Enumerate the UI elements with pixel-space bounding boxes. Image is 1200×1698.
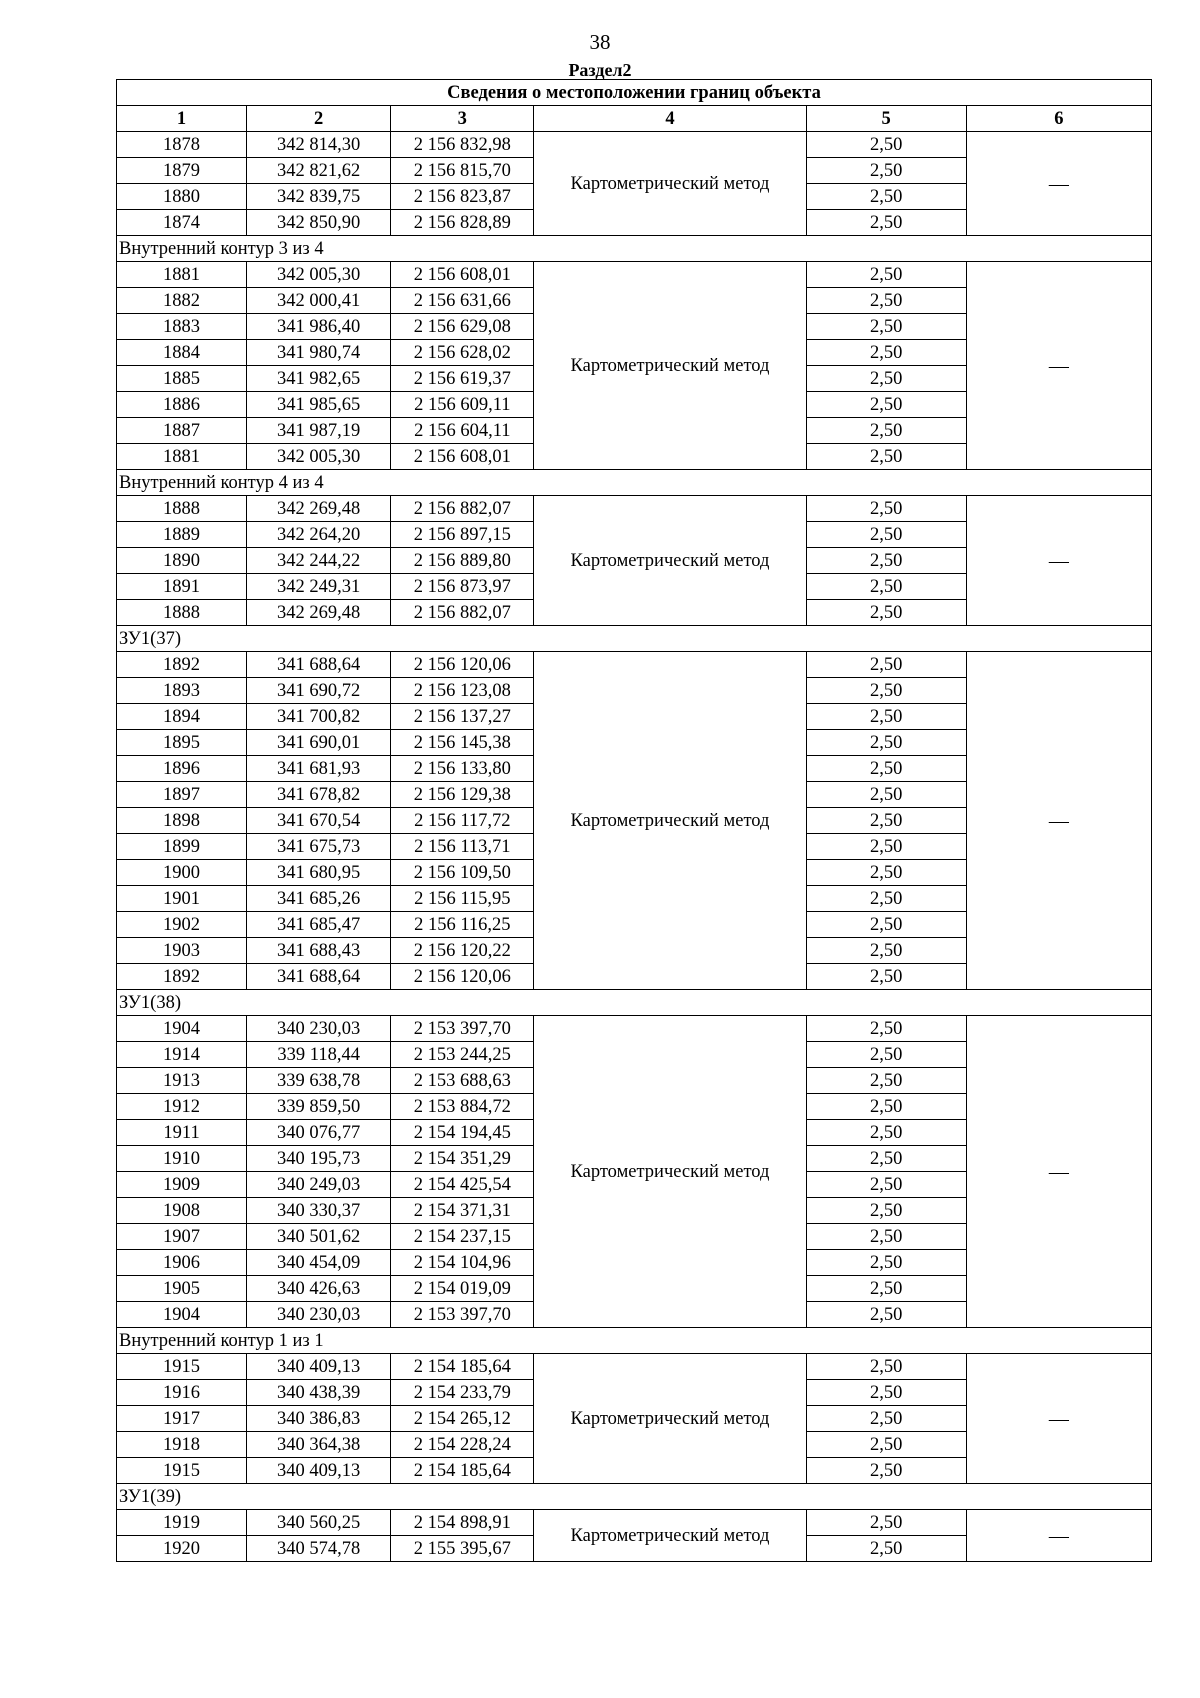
point-number-cell: 1895 — [117, 730, 247, 756]
precision-cell: 2,50 — [806, 886, 966, 912]
point-number-cell: 1903 — [117, 938, 247, 964]
table-row — [117, 1354, 1152, 1380]
column-6-dash-cell: — — [966, 652, 1151, 990]
coordinate-y-cell: 2 156 882,07 — [391, 600, 534, 626]
point-number-cell: 1914 — [117, 1042, 247, 1068]
precision-cell: 2,50 — [806, 418, 966, 444]
table-row — [117, 1510, 1152, 1536]
coordinate-y-cell: 2 156 120,06 — [391, 964, 534, 990]
coordinate-x-cell: 341 675,73 — [247, 834, 391, 860]
coordinate-x-cell: 342 244,22 — [247, 548, 391, 574]
precision-cell: 2,50 — [806, 1458, 966, 1484]
column-number: 4 — [534, 106, 806, 132]
coordinate-y-cell: 2 156 115,95 — [391, 886, 534, 912]
coordinate-x-cell: 340 438,39 — [247, 1380, 391, 1406]
coordinate-y-cell: 2 154 371,31 — [391, 1198, 534, 1224]
coordinate-y-cell: 2 153 397,70 — [391, 1016, 534, 1042]
coordinate-y-cell: 2 156 608,01 — [391, 262, 534, 288]
contour-group-row — [117, 990, 1152, 1016]
precision-cell: 2,50 — [806, 808, 966, 834]
coordinate-y-cell: 2 156 145,38 — [391, 730, 534, 756]
precision-cell: 2,50 — [806, 1250, 966, 1276]
method-cell: Картометрический метод — [534, 652, 806, 990]
precision-cell: 2,50 — [806, 1510, 966, 1536]
coordinate-y-cell: 2 153 688,63 — [391, 1068, 534, 1094]
point-number-cell: 1917 — [117, 1406, 247, 1432]
point-number-cell: 1888 — [117, 496, 247, 522]
contour-group-label: Внутренний контур 4 из 4 — [117, 470, 1152, 496]
coordinate-x-cell: 341 982,65 — [247, 366, 391, 392]
table-row — [117, 132, 1152, 158]
coordinate-y-cell: 2 156 608,01 — [391, 444, 534, 470]
precision-cell: 2,50 — [806, 1302, 966, 1328]
contour-group-label: ЗУ1(39) — [117, 1484, 1152, 1510]
precision-cell: 2,50 — [806, 1536, 966, 1562]
coordinate-y-cell: 2 156 109,50 — [391, 860, 534, 886]
point-number-cell: 1904 — [117, 1016, 247, 1042]
coordinate-y-cell: 2 156 133,80 — [391, 756, 534, 782]
column-6-dash-cell: — — [966, 1510, 1151, 1562]
point-number-cell: 1915 — [117, 1458, 247, 1484]
precision-cell: 2,50 — [806, 1198, 966, 1224]
point-number-cell: 1886 — [117, 392, 247, 418]
column-number: 6 — [966, 106, 1151, 132]
precision-cell: 2,50 — [806, 496, 966, 522]
precision-cell: 2,50 — [806, 210, 966, 236]
coordinates-table — [116, 79, 1152, 1562]
contour-group-label: ЗУ1(37) — [117, 626, 1152, 652]
point-number-cell: 1893 — [117, 678, 247, 704]
coordinate-x-cell: 341 690,01 — [247, 730, 391, 756]
coordinate-y-cell: 2 156 889,80 — [391, 548, 534, 574]
precision-cell: 2,50 — [806, 158, 966, 184]
column-number: 1 — [117, 106, 247, 132]
coordinate-y-cell: 2 156 116,25 — [391, 912, 534, 938]
table-caption-row — [117, 80, 1152, 106]
coordinate-x-cell: 340 409,13 — [247, 1354, 391, 1380]
point-number-cell: 1899 — [117, 834, 247, 860]
coordinate-x-cell: 341 678,82 — [247, 782, 391, 808]
coordinate-x-cell: 341 688,43 — [247, 938, 391, 964]
table-row — [117, 1016, 1152, 1042]
coordinate-x-cell: 342 005,30 — [247, 262, 391, 288]
coordinate-y-cell: 2 156 137,27 — [391, 704, 534, 730]
coordinate-x-cell: 340 501,62 — [247, 1224, 391, 1250]
point-number-cell: 1896 — [117, 756, 247, 782]
coordinate-y-cell: 2 156 117,72 — [391, 808, 534, 834]
point-number-cell: 1906 — [117, 1250, 247, 1276]
coordinate-x-cell: 342 264,20 — [247, 522, 391, 548]
column-number-row — [117, 106, 1152, 132]
point-number-cell: 1909 — [117, 1172, 247, 1198]
coordinate-y-cell: 2 156 897,15 — [391, 522, 534, 548]
precision-cell: 2,50 — [806, 262, 966, 288]
contour-group-label: Внутренний контур 3 из 4 — [117, 236, 1152, 262]
precision-cell: 2,50 — [806, 392, 966, 418]
precision-cell: 2,50 — [806, 444, 966, 470]
point-number-cell: 1888 — [117, 600, 247, 626]
coordinate-x-cell: 341 688,64 — [247, 652, 391, 678]
point-number-cell: 1890 — [117, 548, 247, 574]
contour-group-label: Внутренний контур 1 из 1 — [117, 1328, 1152, 1354]
coordinate-x-cell: 339 859,50 — [247, 1094, 391, 1120]
point-number-cell: 1889 — [117, 522, 247, 548]
coordinate-x-cell: 340 574,78 — [247, 1536, 391, 1562]
precision-cell: 2,50 — [806, 912, 966, 938]
coordinate-y-cell: 2 156 828,89 — [391, 210, 534, 236]
precision-cell: 2,50 — [806, 548, 966, 574]
point-number-cell: 1882 — [117, 288, 247, 314]
table-row — [117, 652, 1152, 678]
precision-cell: 2,50 — [806, 1146, 966, 1172]
coordinate-x-cell: 341 986,40 — [247, 314, 391, 340]
precision-cell: 2,50 — [806, 184, 966, 210]
point-number-cell: 1884 — [117, 340, 247, 366]
precision-cell: 2,50 — [806, 1042, 966, 1068]
coordinate-x-cell: 341 980,74 — [247, 340, 391, 366]
precision-cell: 2,50 — [806, 288, 966, 314]
point-number-cell: 1894 — [117, 704, 247, 730]
coordinate-x-cell: 342 839,75 — [247, 184, 391, 210]
coordinate-x-cell: 342 269,48 — [247, 600, 391, 626]
column-6-dash-cell: — — [966, 262, 1151, 470]
coordinate-x-cell: 341 688,64 — [247, 964, 391, 990]
column-6-dash-cell: — — [966, 1016, 1151, 1328]
coordinate-x-cell: 341 985,65 — [247, 392, 391, 418]
section-title: Раздел2 — [568, 60, 632, 80]
point-number-cell: 1892 — [117, 964, 247, 990]
precision-cell: 2,50 — [806, 1224, 966, 1250]
contour-group-label: ЗУ1(38) — [117, 990, 1152, 1016]
precision-cell: 2,50 — [806, 340, 966, 366]
column-6-dash-cell: — — [966, 496, 1151, 626]
precision-cell: 2,50 — [806, 1120, 966, 1146]
coordinate-x-cell: 342 000,41 — [247, 288, 391, 314]
point-number-cell: 1879 — [117, 158, 247, 184]
method-cell: Картометрический метод — [534, 132, 806, 236]
coordinate-x-cell: 342 005,30 — [247, 444, 391, 470]
contour-group-row — [117, 236, 1152, 262]
point-number-cell: 1881 — [117, 262, 247, 288]
coordinate-x-cell: 340 454,09 — [247, 1250, 391, 1276]
precision-cell: 2,50 — [806, 730, 966, 756]
coordinate-y-cell: 2 156 631,66 — [391, 288, 534, 314]
precision-cell: 2,50 — [806, 574, 966, 600]
method-cell: Картометрический метод — [534, 1510, 806, 1562]
coordinate-x-cell: 341 680,95 — [247, 860, 391, 886]
point-number-cell: 1892 — [117, 652, 247, 678]
point-number-cell: 1919 — [117, 1510, 247, 1536]
coordinate-y-cell: 2 154 425,54 — [391, 1172, 534, 1198]
precision-cell: 2,50 — [806, 964, 966, 990]
point-number-cell: 1880 — [117, 184, 247, 210]
precision-cell: 2,50 — [806, 1016, 966, 1042]
precision-cell: 2,50 — [806, 678, 966, 704]
coordinate-y-cell: 2 156 113,71 — [391, 834, 534, 860]
coordinate-x-cell: 341 681,93 — [247, 756, 391, 782]
precision-cell: 2,50 — [806, 1172, 966, 1198]
column-number: 3 — [391, 106, 534, 132]
coordinate-y-cell: 2 154 265,12 — [391, 1406, 534, 1432]
coordinate-x-cell: 342 269,48 — [247, 496, 391, 522]
coordinate-y-cell: 2 154 898,91 — [391, 1510, 534, 1536]
coordinate-x-cell: 342 821,62 — [247, 158, 391, 184]
coordinate-x-cell: 340 364,38 — [247, 1432, 391, 1458]
point-number-cell: 1901 — [117, 886, 247, 912]
precision-cell: 2,50 — [806, 1094, 966, 1120]
coordinate-y-cell: 2 154 233,79 — [391, 1380, 534, 1406]
precision-cell: 2,50 — [806, 522, 966, 548]
method-cell: Картометрический метод — [534, 262, 806, 470]
coordinate-y-cell: 2 156 629,08 — [391, 314, 534, 340]
contour-group-row — [117, 470, 1152, 496]
point-number-cell: 1908 — [117, 1198, 247, 1224]
coordinate-x-cell: 341 670,54 — [247, 808, 391, 834]
point-number-cell: 1915 — [117, 1354, 247, 1380]
point-number-cell: 1916 — [117, 1380, 247, 1406]
precision-cell: 2,50 — [806, 1406, 966, 1432]
point-number-cell: 1913 — [117, 1068, 247, 1094]
contour-group-row — [117, 1328, 1152, 1354]
coordinate-x-cell: 342 814,30 — [247, 132, 391, 158]
precision-cell: 2,50 — [806, 314, 966, 340]
point-number-cell: 1904 — [117, 1302, 247, 1328]
column-6-dash-cell: — — [966, 132, 1151, 236]
coordinate-y-cell: 2 153 244,25 — [391, 1042, 534, 1068]
coordinate-x-cell: 340 076,77 — [247, 1120, 391, 1146]
point-number-cell: 1912 — [117, 1094, 247, 1120]
coordinate-x-cell: 341 700,82 — [247, 704, 391, 730]
coordinate-x-cell: 340 330,37 — [247, 1198, 391, 1224]
coordinate-x-cell: 341 690,72 — [247, 678, 391, 704]
coordinate-y-cell: 2 156 873,97 — [391, 574, 534, 600]
coordinate-y-cell: 2 156 123,08 — [391, 678, 534, 704]
coordinate-y-cell: 2 156 882,07 — [391, 496, 534, 522]
point-number-cell: 1902 — [117, 912, 247, 938]
coordinate-y-cell: 2 156 628,02 — [391, 340, 534, 366]
coordinate-y-cell: 2 156 823,87 — [391, 184, 534, 210]
point-number-cell: 1891 — [117, 574, 247, 600]
point-number-cell: 1905 — [117, 1276, 247, 1302]
point-number-cell: 1911 — [117, 1120, 247, 1146]
coordinate-y-cell: 2 156 609,11 — [391, 392, 534, 418]
coordinate-y-cell: 2 156 619,37 — [391, 366, 534, 392]
coordinate-x-cell: 340 386,83 — [247, 1406, 391, 1432]
coordinate-x-cell: 340 426,63 — [247, 1276, 391, 1302]
point-number-cell: 1920 — [117, 1536, 247, 1562]
coordinate-x-cell: 341 987,19 — [247, 418, 391, 444]
coordinate-y-cell: 2 156 815,70 — [391, 158, 534, 184]
precision-cell: 2,50 — [806, 860, 966, 886]
point-number-cell: 1907 — [117, 1224, 247, 1250]
coordinate-y-cell: 2 153 884,72 — [391, 1094, 534, 1120]
point-number-cell: 1881 — [117, 444, 247, 470]
precision-cell: 2,50 — [806, 834, 966, 860]
table-body — [117, 80, 1152, 1562]
coordinate-x-cell: 340 249,03 — [247, 1172, 391, 1198]
coordinate-y-cell: 2 154 104,96 — [391, 1250, 534, 1276]
precision-cell: 2,50 — [806, 782, 966, 808]
column-6-dash-cell: — — [966, 1354, 1151, 1484]
coordinate-y-cell: 2 154 228,24 — [391, 1432, 534, 1458]
point-number-cell: 1918 — [117, 1432, 247, 1458]
coordinate-y-cell: 2 156 832,98 — [391, 132, 534, 158]
precision-cell: 2,50 — [806, 132, 966, 158]
coordinate-x-cell: 340 230,03 — [247, 1302, 391, 1328]
coordinate-y-cell: 2 156 120,22 — [391, 938, 534, 964]
method-cell: Картометрический метод — [534, 1354, 806, 1484]
page-number: 38 — [589, 30, 611, 54]
coordinate-x-cell: 342 249,31 — [247, 574, 391, 600]
table-caption: Сведения о местоположении границ объекта — [117, 80, 1152, 106]
precision-cell: 2,50 — [806, 652, 966, 678]
coordinate-x-cell: 340 195,73 — [247, 1146, 391, 1172]
point-number-cell: 1898 — [117, 808, 247, 834]
method-cell: Картометрический метод — [534, 496, 806, 626]
coordinate-y-cell: 2 156 604,11 — [391, 418, 534, 444]
coordinate-x-cell: 341 685,47 — [247, 912, 391, 938]
coordinate-y-cell: 2 156 120,06 — [391, 652, 534, 678]
coordinate-x-cell: 340 230,03 — [247, 1016, 391, 1042]
precision-cell: 2,50 — [806, 938, 966, 964]
coordinate-y-cell: 2 154 019,09 — [391, 1276, 534, 1302]
precision-cell: 2,50 — [806, 366, 966, 392]
coordinate-y-cell: 2 154 351,29 — [391, 1146, 534, 1172]
point-number-cell: 1878 — [117, 132, 247, 158]
column-number: 5 — [806, 106, 966, 132]
point-number-cell: 1887 — [117, 418, 247, 444]
point-number-cell: 1910 — [117, 1146, 247, 1172]
table-row — [117, 496, 1152, 522]
table-row — [117, 262, 1152, 288]
coordinate-y-cell: 2 154 194,45 — [391, 1120, 534, 1146]
point-number-cell: 1874 — [117, 210, 247, 236]
precision-cell: 2,50 — [806, 1380, 966, 1406]
point-number-cell: 1883 — [117, 314, 247, 340]
precision-cell: 2,50 — [806, 704, 966, 730]
precision-cell: 2,50 — [806, 1354, 966, 1380]
coordinate-x-cell: 339 638,78 — [247, 1068, 391, 1094]
point-number-cell: 1900 — [117, 860, 247, 886]
point-number-cell: 1885 — [117, 366, 247, 392]
coordinate-y-cell: 2 156 129,38 — [391, 782, 534, 808]
coordinate-y-cell: 2 154 185,64 — [391, 1458, 534, 1484]
coordinate-y-cell: 2 154 237,15 — [391, 1224, 534, 1250]
precision-cell: 2,50 — [806, 1068, 966, 1094]
precision-cell: 2,50 — [806, 756, 966, 782]
coordinate-x-cell: 340 409,13 — [247, 1458, 391, 1484]
coordinate-y-cell: 2 154 185,64 — [391, 1354, 534, 1380]
precision-cell: 2,50 — [806, 1432, 966, 1458]
precision-cell: 2,50 — [806, 600, 966, 626]
precision-cell: 2,50 — [806, 1276, 966, 1302]
coordinate-x-cell: 339 118,44 — [247, 1042, 391, 1068]
point-number-cell: 1897 — [117, 782, 247, 808]
column-number: 2 — [247, 106, 391, 132]
coordinate-y-cell: 2 155 395,67 — [391, 1536, 534, 1562]
coordinate-x-cell: 342 850,90 — [247, 210, 391, 236]
coordinate-y-cell: 2 153 397,70 — [391, 1302, 534, 1328]
method-cell: Картометрический метод — [534, 1016, 806, 1328]
contour-group-row — [117, 1484, 1152, 1510]
coordinate-x-cell: 340 560,25 — [247, 1510, 391, 1536]
coordinate-x-cell: 341 685,26 — [247, 886, 391, 912]
contour-group-row — [117, 626, 1152, 652]
